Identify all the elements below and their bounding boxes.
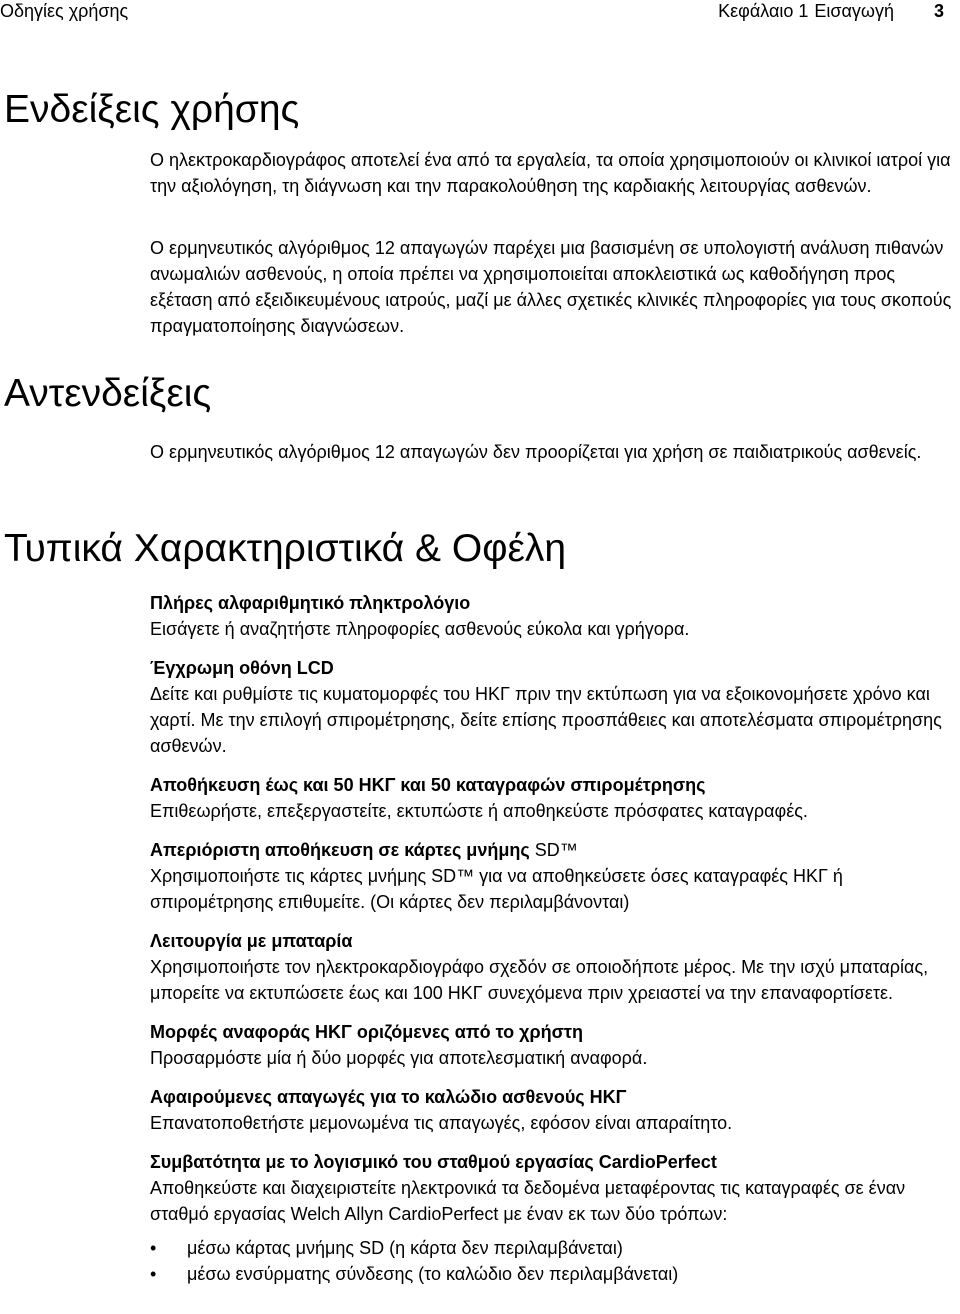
indications-heading: Ενδείξεις χρήσης [4, 88, 300, 131]
feature-item [150, 1149, 955, 1287]
feature-title-line [150, 772, 955, 798]
feature-title-line [150, 928, 955, 954]
feature-title: Μορφές αναφοράς ΗΚΓ οριζόμενες από το χρήστη [150, 1022, 583, 1042]
feature-title: Λειτουργία με μπαταρία [150, 931, 353, 951]
feature-title-line [150, 1084, 955, 1110]
feature-title-line [150, 655, 955, 681]
bullet-list [150, 1235, 955, 1287]
indications-paragraph-2: Ο ερμηνευτικός αλγόριθμος 12 απαγωγών παρέχει μια βασισμένη σε υπολογιστή ανάλυση πιθανών ανωμαλιών ασθενούς, η οποία πρέπει να χρησιμοποιείται αποκλειστικά ως καθοδήγηση προς εξέταση από εξειδικευμένους ιατρούς, μαζί με άλλες σχετικές κλινικές πληροφορίες για τους σκοπούς πραγματοποίησης διαγνώσεων. [150, 238, 952, 336]
features-heading: Τυπικά Χαρακτηριστικά & Οφέλη [4, 527, 567, 570]
feature-description: Επιθεωρήστε, επεξεργαστείτε, εκτυπώστε ή αποθηκεύστε πρόσφατες καταγραφές. [150, 801, 808, 821]
header-chapter-number: Κεφάλαιο 1 [718, 1, 809, 21]
features-list [150, 590, 955, 1300]
feature-item [150, 1019, 955, 1071]
feature-title-line [150, 1149, 955, 1175]
feature-item [150, 1084, 955, 1136]
bullet-text: μέσω ενσύρματης σύνδεσης (το καλώδιο δεν περιλαμβάνεται) [187, 1264, 679, 1284]
bullet-icon: • [150, 1264, 157, 1284]
feature-title: Συμβατότητα με το λογισμικό του σταθμού εργασίας CardioPerfect [150, 1152, 717, 1172]
feature-title: Αφαιρούμενες απαγωγές για το καλώδιο ασθενούς ΗΚΓ [150, 1087, 627, 1107]
feature-title-suffix: SD™ [529, 840, 578, 860]
feature-item [150, 772, 955, 824]
feature-description: Δείτε και ρυθμίστε τις κυματομορφές του ΗΚΓ πριν την εκτύπωση για να εξοικονομήσετε χρόνο και χαρτί. Με την επιλογή σπιρομέτρησης, δείτε επίσης προσπάθειες και αποτελέσματα σπιρομέτρησης ασθενών. [150, 684, 942, 756]
feature-item [150, 655, 955, 759]
feature-description: Εισάγετε ή αναζητήστε πληροφορίες ασθενούς εύκολα και γρήγορα. [150, 619, 690, 639]
feature-item [150, 590, 955, 642]
feature-title-line [150, 837, 955, 863]
contraindications-paragraph: Ο ερμηνευτικός αλγόριθμος 12 απαγωγών δεν προορίζεται για χρήση σε παιδιατρικούς ασθενείς. [150, 442, 922, 462]
bullet-item [150, 1235, 955, 1261]
feature-item [150, 928, 955, 1006]
bullet-text: μέσω κάρτας μνήμης SD (η κάρτα δεν περιλαμβάνεται) [187, 1238, 623, 1258]
feature-description: Προσαρμόστε μία ή δύο μορφές για αποτελεσματική αναφορά. [150, 1048, 648, 1068]
feature-item [150, 837, 955, 915]
feature-description: Χρησιμοποιήστε τις κάρτες μνήμης SD™ για να αποθηκεύσετε όσες καταγραφές ΗΚΓ ή σπιρομέτρησης επιθυμείτε. (Οι κάρτες δεν περιλαμβάνονται) [150, 866, 843, 912]
contraindications-heading: Αντενδείξεις [4, 372, 212, 415]
feature-description: Αποθηκεύστε και διαχειριστείτε ηλεκτρονικά τα δεδομένα μεταφέροντας τις καταγραφές σε έναν σταθμό εργασίας Welch Allyn CardioPerfect με έναν εκ των δύο τρόπων: [150, 1178, 906, 1224]
feature-title-line [150, 1019, 955, 1045]
feature-title: Αποθήκευση έως και 50 ΗΚΓ και 50 καταγραφών σπιρομέτρησης [150, 775, 706, 795]
header-document-title: Οδηγίες χρήσης [0, 1, 129, 21]
feature-title: Έγχρωμη οθόνη LCD [150, 658, 334, 678]
bullet-item [150, 1261, 955, 1287]
page-number: 3 [933, 1, 944, 21]
feature-title: Πλήρες αλφαριθμητικό πληκτρολόγιο [150, 593, 471, 613]
feature-description: Επανατοποθετήστε μεμονωμένα τις απαγωγές, εφόσον είναι απαραίτητο. [150, 1113, 733, 1133]
feature-title-line [150, 590, 955, 616]
indications-paragraph-1: Ο ηλεκτροκαρδιογράφος αποτελεί ένα από τα εργαλεία, τα οποία χρησιμοποιούν οι κλινικοί ιατροί για την αξιολόγηση, τη διάγνωση και την παρακολούθηση της καρδιακής λειτουργίας ασθενών. [150, 150, 951, 196]
header-chapter-info [718, 0, 944, 22]
bullet-icon: • [150, 1238, 157, 1258]
feature-title: Απεριόριστη αποθήκευση σε κάρτες μνήμης [150, 840, 530, 860]
feature-description: Χρησιμοποιήστε τον ηλεκτροκαρδιογράφο σχεδόν σε οποιοδήποτε μέρος. Με την ισχύ μπαταρίας, μπορείτε να εκτυπώσετε έως και 100 ΗΚΓ συνεχόμενα πριν χρειαστεί να την επαναφορτίσετε. [150, 957, 929, 1003]
header-chapter-name: Εισαγωγή [814, 1, 894, 21]
